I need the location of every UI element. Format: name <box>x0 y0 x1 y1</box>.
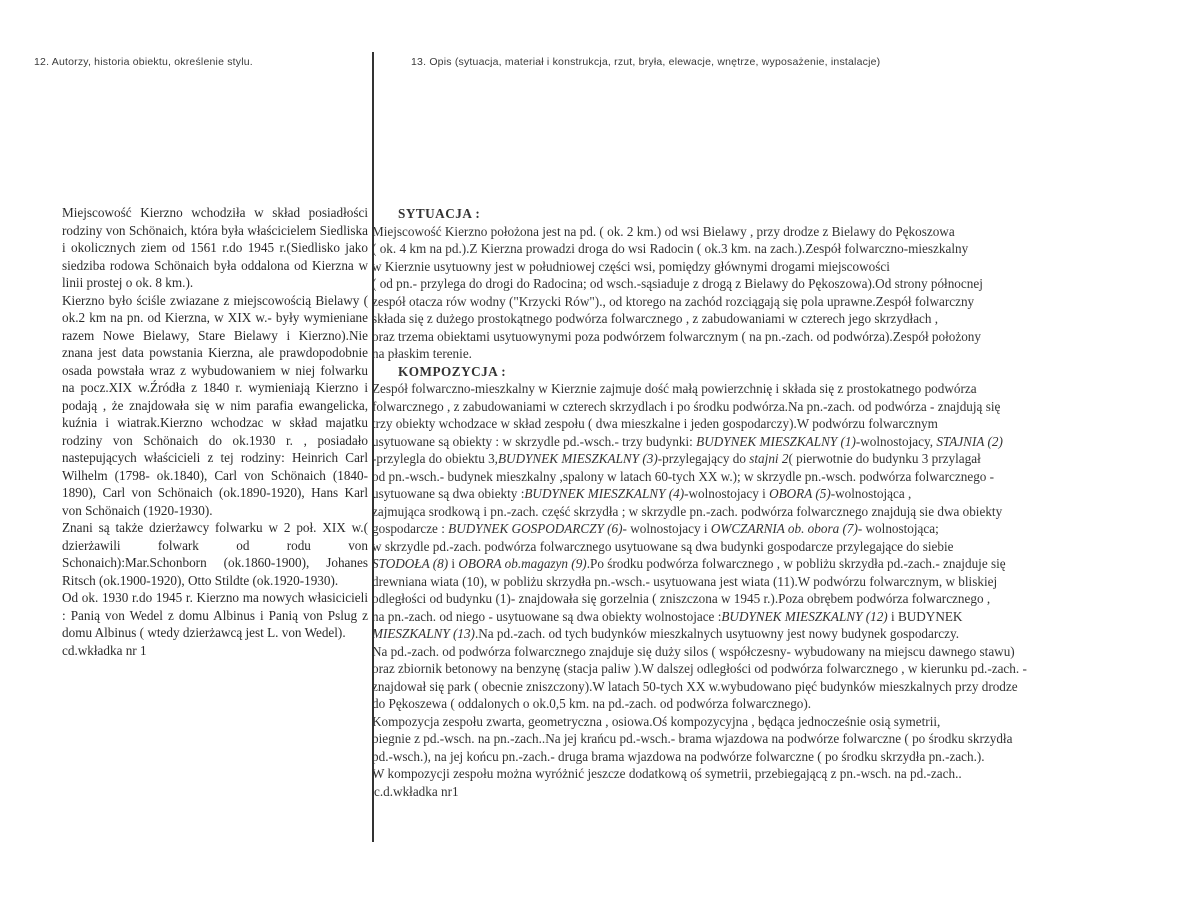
text-line: oraz zbiornik betonowy na benzynę (stacja paliw ).W dalszej odległości od podwórza folwarcznego , w kierunku pd.-zach. - <box>372 661 1027 676</box>
history-paragraph: Znani są także dzierżawcy folwarku w 2 poł. XIX w.( dzierżawili folwark od rodu von Schonaich):Mar.Schonborn (ok.1860-1900), Johanes Ritsch (ok.1900-1920), Otto Stildte (ok.1920-1930). <box>62 520 368 588</box>
text-line: Na pd.-zach. od podwórza folwarcznego znajduje się duży silos ( współczesny- wybudowany na miejscu dawnego stawu) <box>372 643 1015 659</box>
text-line: gospodarcze : BUDYNEK GOSPODARCZY (6)- wolnostojacy i OWCZARNIA ob. obora (7)- wolnostojąca; <box>372 521 939 536</box>
text-line: biegnie z pd.-wsch. na pn.-zach..Na jej krańcu pd.-wsch.- brama wjazdowa na podwórze folwarczne ( po środku skrzydła <box>372 731 1013 746</box>
text-line: składa się z dużego prostokątnego podwórza folwarcznego , z zabudowaniami w czterech jego skrzydłach , <box>372 311 939 326</box>
history-column <box>62 204 368 659</box>
text-line: trzy obiekty wchodzace w skład zespołu ( dwa mieszkalne i jeden gospodarczy).W podwórzu folwarcznym <box>372 416 938 431</box>
text-line: odległości od budynku (1)- znajdowała się gorzelnia ( zniszczona w 1945 r.).Poza obrębem podwórza folwarcznego , <box>372 591 991 606</box>
text-line: na płaskim terenie. <box>372 346 472 361</box>
kompozycja-text <box>372 380 1162 783</box>
kompozycja-heading: KOMPOZYCJA : <box>398 363 507 379</box>
continuation-note: cd.wkładka nr 1 <box>62 642 147 658</box>
history-paragraph: Kierzno było ściśle zwiazane z miejscowością Bielawy ( ok.2 km na pn. od Kierzna, w XIX w.- były wymieniane razem Nowe Bielawy, Stare Bielawy i Kierzno).Nie znana jest data powstania Kierzna, ale prawdopodobnie osada powstała wraz z wybudowaniem w niej folwarku na pocz.XIX w.Źródła z 1840 r. wymieniają Kierzno i podają , że znajdowała się w nim parafia ewangelicka, kuźnia i wiatrak.Kierzno wchodzac w skład majatku rodziny von Schönaich do ok.1930 r. , posiadało nastepujących właścicieli z tej rodziny: Heinrich Carl Wilhelm (1798- ok.1840), Carl von Schönaich (1840-1890), Carl von Schönaich (ok.1890-1920), Hans Karl von Schönaich (1920-1930). <box>62 292 368 518</box>
text-line: pd.-wsch.), na jej końcu pn.-zach.- druga brama wjazdowa na podwórze folwarczne ( po środku skrzydła pn.-zach.). <box>372 748 985 764</box>
text-line: od pn.-wsch.- budynek mieszkalny ,spalony w latach 60-tych XX w.); w skrzydle pn.-wsch. podwórza folwarcznego - <box>372 468 995 484</box>
text-line: znajdował się park ( obecnie zniszczony).W latach 50-tych XX w.wybudowano pięć budynków mieszkalnych przy drodze <box>372 678 1018 694</box>
text-line: zespół otacza rów wodny ("Krzycki Rów")., od ktorego na zachód rozciągają się pola uprawne.Zespół folwarczny <box>372 293 975 309</box>
text-line: usytuowane są obiekty : w skrzydle pd.-wsch.- trzy budynki: BUDYNEK MIESZKALNY (1)-wolnostojacy, STAJNIA (2) <box>372 433 1003 449</box>
text-line: folwarcznego , z zabudowaniami w czterech skrzydlach i po środku podwórza.Na pn.-zach. od podwórza - znajdują się <box>372 398 1001 414</box>
text-line: STODOŁA (8) i OBORA ob.magazyn (9).Po środku podwórza folwarcznego , w pobliżu skrzydła pd.-zach.- znajduje się <box>372 556 1006 571</box>
text-line: Miejscowość Kierzno położona jest na pd. ( ok. 2 km.) od wsi Bielawy , przy drodze z Bielawy do Pękoszowa <box>372 223 955 239</box>
history-paragraph: Miejscowość Kierzno wchodziła w skład posiadłości rodziny von Schönaich, która była właścicielem Siedliska i okolicznych ziem od 1561 r.do 1945 r.(Siedlisko jako siedziba rodowa Schönaich była oddalona od Kierzna w linii prostej o ok. 8 km.). <box>62 205 368 290</box>
text-line: -przylegla do obiektu 3,BUDYNEK MIESZKALNY (3)-przylegający do stajni 2( pierwotnie do budynku 3 przylagał <box>372 451 981 466</box>
section-13-header: 13. Opis (sytuacja, materiał i konstrukcja, rzut, bryła, elewacje, wnętrze, wyposażenie, instalacje) <box>411 56 881 68</box>
sytuacja-text <box>372 223 1162 363</box>
text-line: w skrzydle pd.-zach. podwórza folwarcznego usytuowane są dwa budynki gospodarcze przylegające do siebie <box>372 538 954 554</box>
text-line: do Pękoszewa ( oddalonych o ok.0,5 km. na pd.-zach. od podwórza folwarcznego). <box>372 696 812 711</box>
text-line: zajmująca srodkową i pn.-zach. część skrzydła ; w skrzydle pn.-zach. podwórza folwarcznego znajdują sie dwa obiekty <box>372 503 1003 519</box>
description-column <box>372 205 1162 800</box>
text-line: oraz trzema obiektami usytuowynymi poza podwórzem folwarcznym ( na pn.-zach. od podwórza).Zespół położony <box>372 328 981 344</box>
text-line: drewniana wiata (10), w pobliżu skrzydła pn.-wsch.- usytuowana jest wiata (11).W podwórzu folwarcznym, w bliskiej <box>372 573 998 589</box>
text-line: na pn.-zach. od niego - usytuowane są dwa obiekty wolnostojace :BUDYNEK MIESZKALNY (12) i BUDYNEK <box>372 608 963 624</box>
text-line: MIESZKALNY (13).Na pd.-zach. od tych budynków mieszkalnych usytuowny jest nowy budynek gospodarczy. <box>372 626 960 641</box>
text-line: w Kierznie usytuowny jest w południowej części wsi, pomiędzy głównymi drogami miejscowości <box>372 258 890 274</box>
text-line: Zespół folwarczno-mieszkalny w Kierznie zajmuje dość małą powierzchnię i składa się z prostokatnego podwórza <box>372 381 977 396</box>
text-line: ( ok. 4 km na pd.).Z Kierzna prowadzi droga do wsi Radocin ( ok.3 km. na zach.).Zespół folwarczno-mieszkalny <box>372 241 969 256</box>
text-line: ( od pn.- przylega do drogi do Radocina; od wsch.-sąsiaduje z drogą z Bielawy do Pękoszowa).Od strony północnej <box>372 276 983 291</box>
sytuacja-heading: SYTUACJA : <box>398 206 481 221</box>
text-line: W kompozycji zespołu można wyróżnić jeszcze dodatkową oś symetrii, przebiegającą z pn.-wsch. na pd.-zach.. <box>372 766 962 781</box>
text-line: Kompozycja zespołu zwarta, geometryczna , osiowa.Oś kompozycyjna , będąca jednocześnie osią symetrii, <box>372 713 941 729</box>
section-12-header: 12. Autorzy, historia obiektu, określenie stylu. <box>34 56 253 68</box>
text-line: usytuowane są dwa obiekty :BUDYNEK MIESZKALNY (4)-wolnostojacy i OBORA (5)-wolnostojąca , <box>372 486 912 501</box>
history-paragraph: Od ok. 1930 r.do 1945 r. Kierzno ma nowych własicicieli : Panią von Wedel z domu Albinus i Panią von Pslug z domu Albinus ( wtedy dzierżawcą jest L. von Wedel). <box>62 590 368 640</box>
continuation-note: c.d.wkładka nr1 <box>374 783 459 799</box>
